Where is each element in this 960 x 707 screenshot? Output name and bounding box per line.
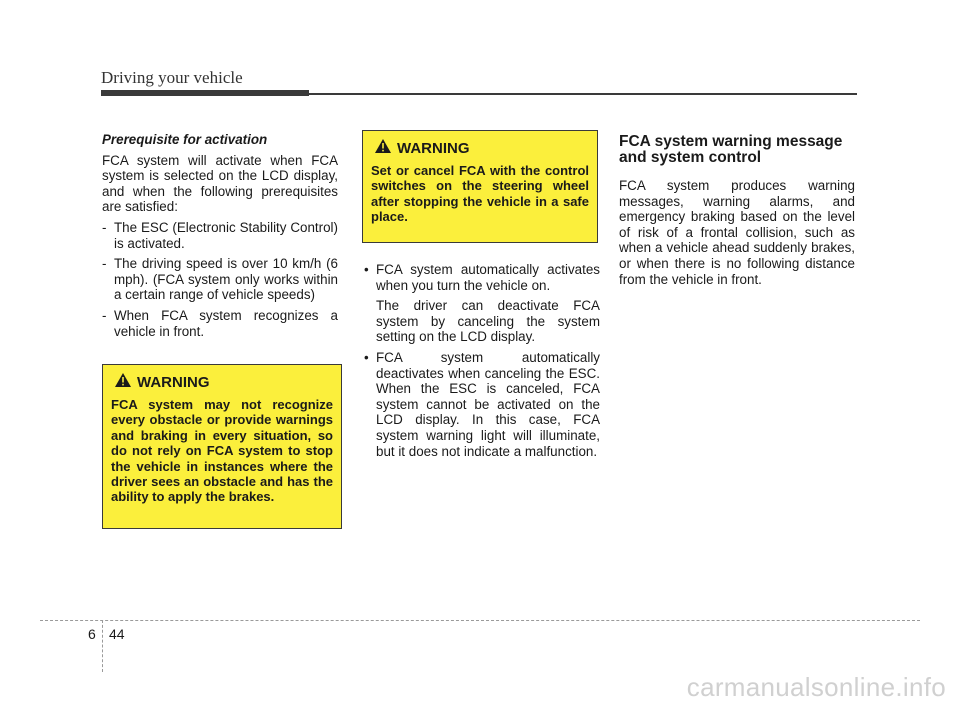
warning-header <box>111 373 333 392</box>
warning-triangle-icon <box>375 139 391 158</box>
chapter-number: 6 <box>88 626 96 642</box>
footer-divider <box>102 620 103 672</box>
section-body: FCA system produces warning messages, warning alarms, and emergency braking based on the level of risk of a frontal collision, such as when a vehicle ahead suddenly brakes, or when there is no following distance from the vehicle in front. <box>619 178 855 287</box>
bullet-marker: • <box>364 262 369 277</box>
prerequisite-intro: FCA system will activate when FCA system is selected on the LCD display, and when the following prerequisites are satisfied: <box>102 152 338 215</box>
warning-text: Set or cancel FCA with the control switches on the steering wheel after stopping the vehicle in a safe place. <box>371 163 589 225</box>
section-title: FCA system warning message and system control <box>619 133 843 166</box>
right-column <box>619 132 855 292</box>
warning-header <box>371 139 589 158</box>
bullet-text: FCA system automatically deactivates when canceling the ESC. When the ESC is canceled, FCA system cannot be activated on the LCD display. In this case, FCA system warning light will illuminate, but it does not indicate a malfunction. <box>376 349 600 459</box>
bullet-item <box>364 262 600 293</box>
warning-title: WARNING <box>137 374 210 391</box>
footer-rule <box>40 620 920 621</box>
condition-item <box>102 308 338 339</box>
dash-marker: - <box>102 256 107 272</box>
bullet-item <box>364 350 600 459</box>
bullet-text: FCA system automatically activates when you turn the vehicle on. <box>376 262 600 293</box>
warning-title: WARNING <box>397 140 470 157</box>
watermark: carmanualsonline.info <box>686 672 946 702</box>
page-number: 44 <box>109 626 125 642</box>
dash-marker: - <box>102 219 107 235</box>
condition-text: When FCA system recognizes a vehicle in front. <box>114 307 338 339</box>
dash-marker: - <box>102 307 107 323</box>
bullet-marker: • <box>364 349 369 365</box>
middle-column <box>364 262 600 464</box>
warning-box-switch <box>362 130 598 243</box>
warning-text: FCA system may not recognize every obstacle or provide warnings and braking in every situation, so do not rely on FCA system to stop the vehicle in instances where the driver sees an obstacle and has the ability to apply the brakes. <box>111 397 333 505</box>
page-header-title: Driving your vehicle <box>101 68 243 87</box>
warning-box-recognition <box>102 364 342 529</box>
condition-item <box>102 220 338 251</box>
header-rule-accent <box>101 90 309 96</box>
warning-triangle-icon <box>115 373 131 392</box>
condition-text: The ESC (Electronic Stability Control) is activated. <box>114 219 338 251</box>
prerequisite-subheading: Prerequisite for activation <box>102 132 268 147</box>
bullet-subtext: The driver can deactivate FCA system by canceling the system setting on the LCD display. <box>376 298 600 345</box>
condition-item <box>102 256 338 303</box>
left-column <box>102 132 338 344</box>
condition-text: The driving speed is over 10 km/h (6 mph). (FCA system only works within a certain range of vehicle speeds) <box>114 256 338 303</box>
